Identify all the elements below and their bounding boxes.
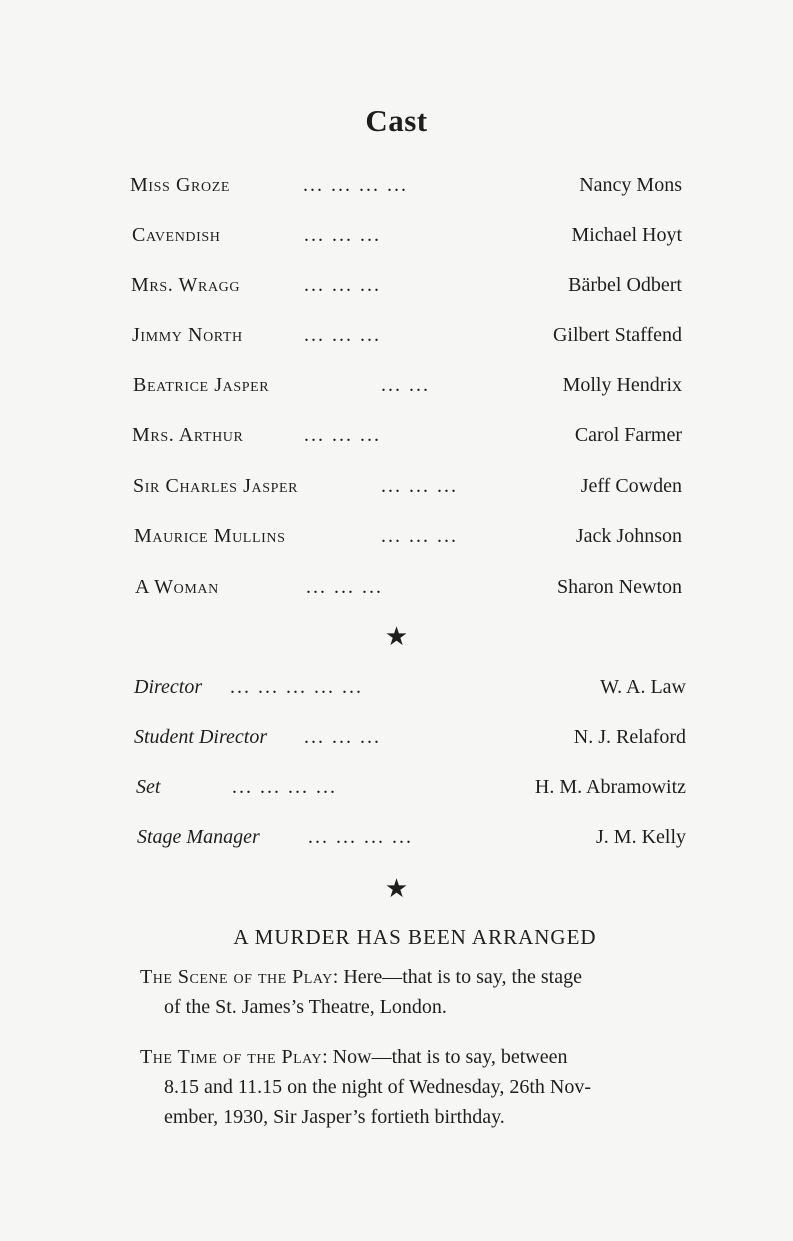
crew-role: Student Director (134, 726, 268, 748)
leader-dots: ... ... ... (381, 475, 458, 497)
role-name: Mrs. Arthur (132, 424, 244, 446)
scene-paragraph (140, 962, 700, 1022)
time-line-1: : Now—that is to say, between (322, 1046, 568, 1068)
time-paragraph (140, 1042, 700, 1132)
actor-name: Sharon Newton (557, 576, 682, 598)
crew-name: N. J. Relaford (573, 726, 686, 748)
leader-dots: ... ... ... (304, 224, 381, 246)
scene-lead: The Scene of the Play (140, 966, 333, 988)
role-name: Miss Groze (130, 174, 231, 196)
crew-name: J. M. Kelly (596, 826, 686, 848)
actor-name: Bärbel Odbert (568, 274, 682, 296)
actor-name: Jack Johnson (575, 525, 682, 547)
leader-dots: ... ... ... (304, 324, 381, 346)
actor-name: Molly Hendrix (562, 374, 682, 396)
leader-dots: ... ... ... (304, 726, 381, 748)
leader-dots: ... ... ... (304, 274, 381, 296)
cast-row (0, 174, 793, 206)
leader-dots: ... ... ... (304, 424, 381, 446)
leader-dots: ... ... ... ... (232, 776, 337, 798)
crew-role: Director (134, 676, 203, 698)
actor-name: Nancy Mons (579, 174, 682, 196)
crew-role: Set (136, 776, 161, 798)
actor-name: Michael Hoyt (571, 224, 682, 246)
leader-dots: ... ... ... ... ... (230, 676, 363, 698)
leader-dots: ... ... (381, 374, 430, 396)
cast-row (0, 576, 793, 608)
play-title: A MURDER HAS BEEN ARRANGED (233, 925, 597, 949)
time-lead: The Time of the Play (140, 1046, 323, 1068)
crew-row (0, 676, 793, 708)
crew-row (0, 826, 793, 858)
star-divider: ★ (384, 622, 409, 651)
leader-dots: ... ... ... ... (308, 826, 413, 848)
crew-role: Stage Manager (137, 826, 260, 848)
role-name: A Woman (135, 576, 219, 598)
cast-row (0, 525, 793, 557)
cast-row (0, 374, 793, 406)
scene-line-1: : Here—that is to say, the stage (332, 966, 582, 988)
crew-name: H. M. Abramowitz (534, 776, 686, 798)
crew-row (0, 726, 793, 758)
crew-row (0, 776, 793, 808)
cast-row (0, 324, 793, 356)
cast-row (0, 475, 793, 507)
crew-name: W. A. Law (600, 676, 686, 698)
role-name: Beatrice Jasper (133, 374, 270, 396)
leader-dots: ... ... ... ... (303, 174, 408, 196)
cast-row (0, 424, 793, 456)
actor-name: Gilbert Staffend (552, 324, 682, 346)
time-line-2: 8.15 and 11.15 on the night of Wednesday, 26th Nov- (164, 1076, 592, 1098)
scene-line-2: of the St. James’s Theatre, London. (164, 996, 447, 1018)
cast-row (0, 224, 793, 256)
role-name: Maurice Mullins (134, 525, 286, 547)
role-name: Cavendish (132, 224, 221, 246)
time-line-3: ember, 1930, Sir Jasper’s fortieth birthday. (164, 1106, 505, 1128)
leader-dots: ... ... ... (306, 576, 383, 598)
role-name: Sir Charles Jasper (133, 475, 299, 497)
cast-row (0, 274, 793, 306)
leader-dots: ... ... ... (381, 525, 458, 547)
role-name: Jimmy North (132, 324, 243, 346)
actor-name: Jeff Cowden (580, 475, 682, 497)
actor-name: Carol Farmer (574, 424, 682, 446)
page-title: Cast (365, 103, 428, 138)
role-name: Mrs. Wragg (131, 274, 241, 296)
star-divider: ★ (384, 874, 409, 903)
